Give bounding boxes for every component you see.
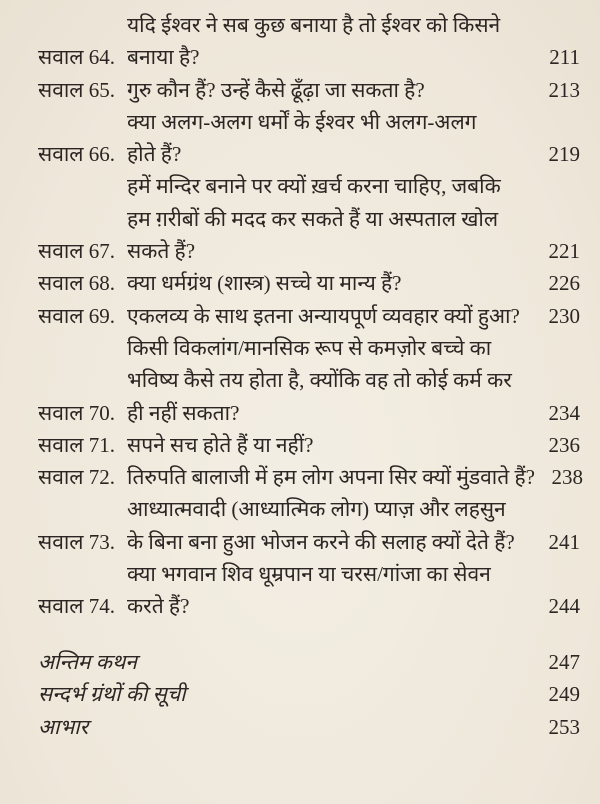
back-matter-entry [38,646,580,678]
title-line: सपने सच होते हैं या नहीं? [127,432,314,457]
toc-entry [38,170,580,267]
question-number: सवाल 67. [38,239,116,264]
question-title [127,267,532,299]
question-title [127,558,532,623]
page-number: 249 [548,682,580,707]
question-title [127,106,532,171]
back-matter-entry [38,711,580,743]
question-number: सवाल 73. [38,529,116,554]
title-line: आध्यात्मवादी (आध्यात्मिक लोग) प्याज़ और लहसुन [127,497,506,522]
toc-entry [38,9,580,74]
section-title: अन्तिम कथन [38,650,137,674]
toc-entry [38,461,583,493]
title-line: करते हैं? [127,594,190,619]
question-number: सवाल 72. [38,465,116,490]
page-number: 244 [548,594,580,619]
toc-entry [38,300,580,332]
page-number: 230 [548,303,580,328]
page-number: 213 [548,77,580,102]
page-number: 247 [548,650,580,674]
question-title [127,332,532,429]
title-line: भविष्य कैसे तय होता है, क्योंकि वह तो कोई कर्म कर [127,368,512,393]
question-number: सवाल 74. [38,594,116,619]
page-number: 234 [548,400,580,425]
question-number: सवाल 69. [38,303,116,328]
contents-list [38,9,583,623]
question-title [127,9,532,74]
question-title [127,461,535,493]
question-title [127,429,532,461]
question-number: सवाल 68. [38,271,116,296]
title-line: क्या धर्मग्रंथ (शास्त्र) सच्चे या मान्य हैं? [127,271,402,296]
question-number: सवाल 71. [38,432,116,457]
question-number: सवाल 65. [38,77,116,102]
toc-entry [38,493,580,558]
page-number: 221 [548,239,580,264]
question-title [127,170,532,267]
question-title [127,493,532,558]
toc-entry [38,558,580,623]
title-line: क्या भगवान शिव धूम्रपान या चरस/गांजा का सेवन [127,562,491,587]
toc-entry [38,267,580,299]
toc-entry [38,332,580,429]
back-matter-entry [38,678,580,710]
title-line: हम ग़रीबों की मदद कर सकते हैं या अस्पताल खोल [127,206,499,231]
title-line: गुरु कौन हैं? उन्हें कैसे ढूँढ़ा जा सकता है? [127,77,425,102]
title-line: क्या अलग-अलग धर्मों के ईश्वर भी अलग-अलग [127,109,477,134]
section-title: सन्दर्भ ग्रंथों की सूची [38,682,186,707]
page-number: 219 [548,142,580,167]
section-title: आभार [38,714,89,739]
question-number: सवाल 64. [38,45,116,70]
question-title [127,300,532,332]
title-line: बनाया है? [127,45,200,70]
title-line: एकलव्य के साथ इतना अन्यायपूर्ण व्यवहार क्यों हुआ? [127,303,520,328]
page-number: 211 [549,45,580,70]
page-number: 236 [548,432,580,457]
back-matter-list [38,646,580,743]
question-number: सवाल 70. [38,400,116,425]
page-number: 253 [548,714,580,739]
toc-entry [38,106,580,171]
toc-entry [38,74,580,106]
title-line: होते हैं? [127,142,182,167]
question-title [127,74,532,106]
page-number: 238 [551,465,583,490]
page-number: 241 [548,529,580,554]
title-line: के बिना बना हुआ भोजन करने की सलाह क्यों देते हैं? [127,529,515,554]
title-line: सकते हैं? [127,239,196,264]
toc-entry [38,429,580,461]
title-line: यदि ईश्वर ने सब कुछ बनाया है तो ईश्वर को किसने [127,13,501,37]
question-number: सवाल 66. [38,142,116,167]
title-line: हमें मन्दिर बनाने पर क्यों ख़र्च करना चाहिए, जबकि [127,174,501,199]
page-number: 226 [548,271,580,296]
title-line: ही नहीं सकता? [127,400,240,425]
title-line: तिरुपति बालाजी में हम लोग अपना सिर क्यों मुंडवाते हैं? [127,465,535,490]
title-line: किसी विकलांग/मानसिक रूप से कमज़ोर बच्चे का [127,335,492,360]
